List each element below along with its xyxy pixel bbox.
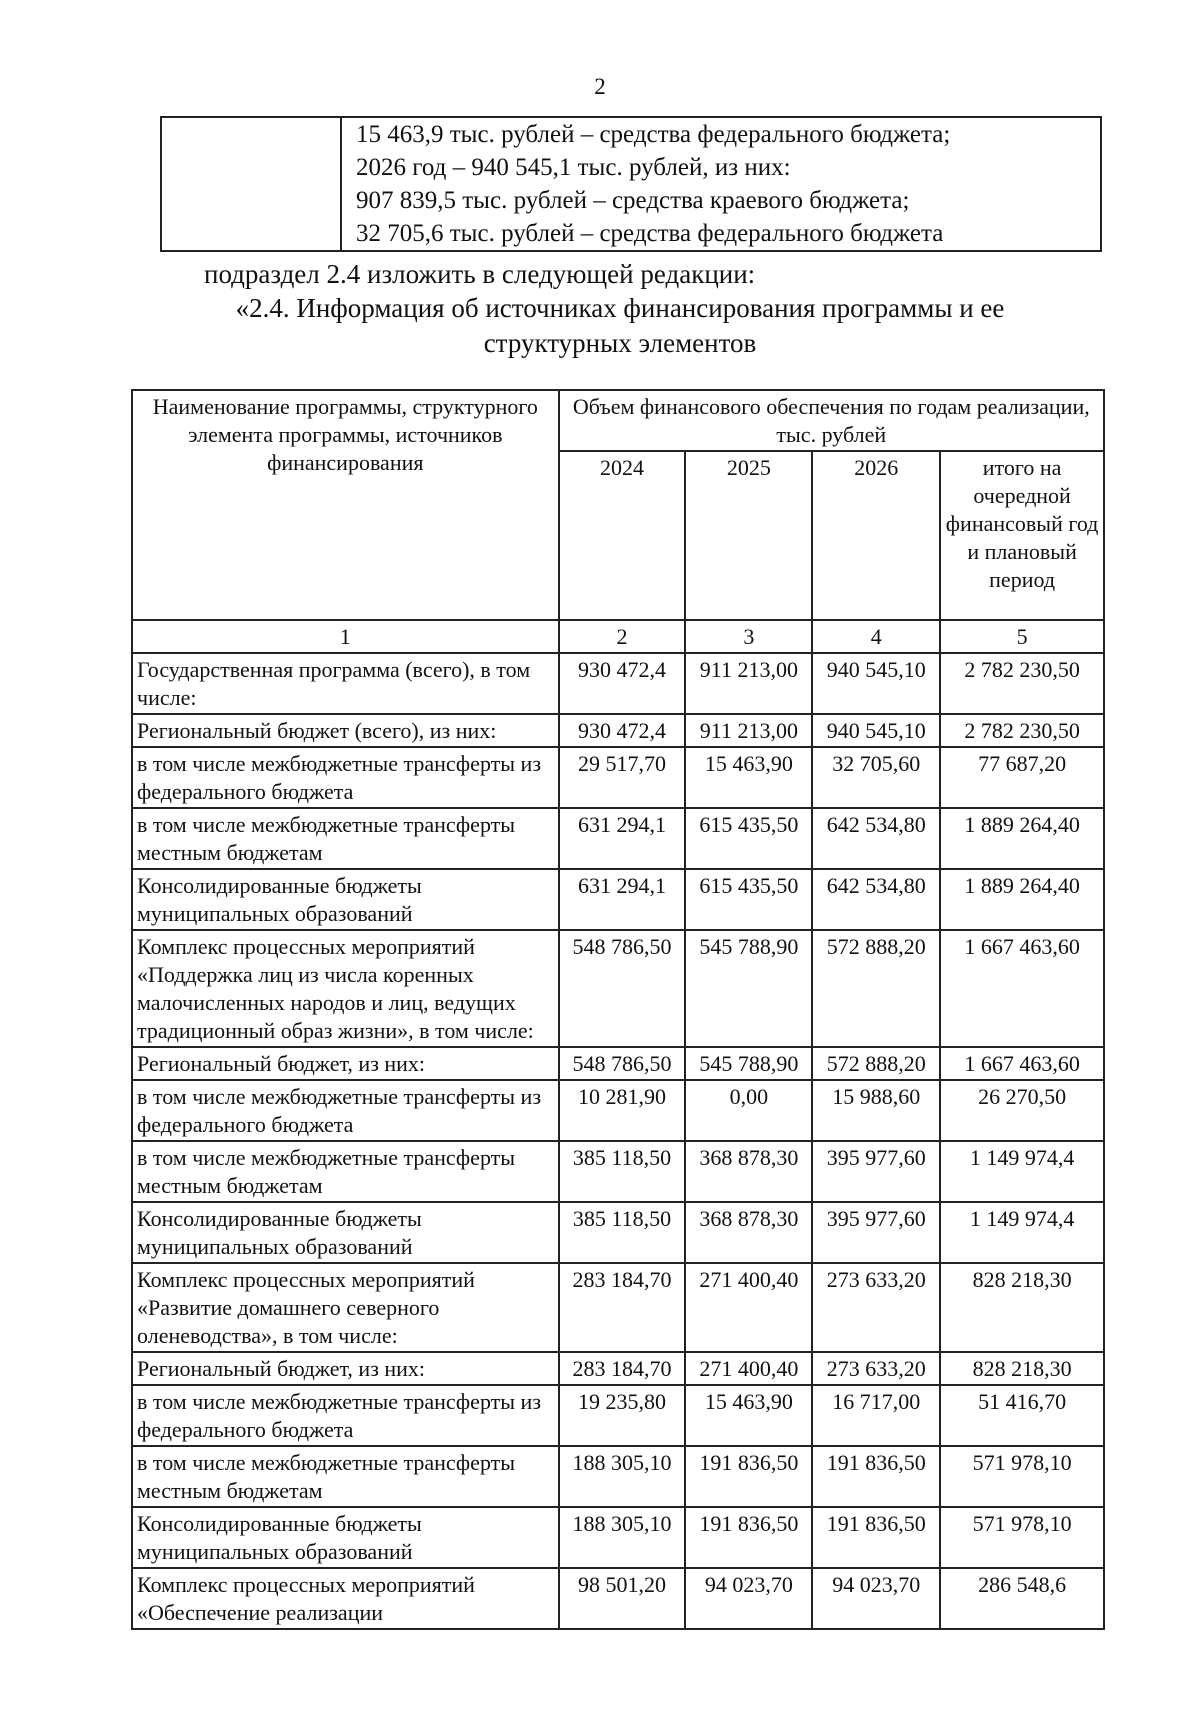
row-value-v2025: 368 878,30 xyxy=(685,1141,812,1202)
continuation-table xyxy=(160,116,1102,252)
row-value-total: 1 149 974,4 xyxy=(940,1202,1104,1263)
continuation-line: 15 463,9 тыс. рублей – средства федерального бюджета; xyxy=(356,121,951,148)
row-value-v2025: 368 878,30 xyxy=(685,1202,812,1263)
row-value-v2024: 283 184,70 xyxy=(559,1263,686,1352)
continuation-empty-cell xyxy=(161,117,341,251)
row-value-v2024: 19 235,80 xyxy=(559,1385,686,1446)
table-row xyxy=(132,1446,1104,1507)
row-value-v2025: 15 463,90 xyxy=(685,747,812,808)
row-value-v2026: 572 888,20 xyxy=(812,1047,940,1080)
section-heading-line2: структурных элементов xyxy=(483,328,757,358)
row-value-v2026: 273 633,20 xyxy=(812,1263,940,1352)
header-year-2026: 2026 xyxy=(812,451,940,620)
header-row xyxy=(132,390,1104,451)
row-name-cell: в том числе межбюджетные трансферты из федерального бюджета xyxy=(132,1385,559,1446)
row-value-total: 1 889 264,40 xyxy=(940,869,1104,930)
row-value-v2024: 930 472,4 xyxy=(559,653,686,714)
continuation-line: 907 839,5 тыс. рублей – средства краевого бюджета; xyxy=(356,187,910,214)
row-value-v2025: 94 023,70 xyxy=(685,1568,812,1629)
table-row xyxy=(132,1507,1104,1568)
row-value-v2026: 395 977,60 xyxy=(812,1141,940,1202)
row-value-v2026: 191 836,50 xyxy=(812,1507,940,1568)
row-value-v2026: 15 988,60 xyxy=(812,1080,940,1141)
row-value-v2025: 191 836,50 xyxy=(685,1507,812,1568)
row-value-total: 571 978,10 xyxy=(940,1446,1104,1507)
continuation-line: 32 705,6 тыс. рублей – средства федерального бюджета xyxy=(356,220,944,247)
header-year-2024: 2024 xyxy=(559,451,686,620)
row-name-cell: Консолидированные бюджеты муниципальных образований xyxy=(132,869,559,930)
row-value-v2025: 545 788,90 xyxy=(685,1047,812,1080)
row-value-v2024: 385 118,50 xyxy=(559,1141,686,1202)
continuation-line: 2026 год – 940 545,1 тыс. рублей, из них: xyxy=(356,154,791,181)
row-value-total: 1 667 463,60 xyxy=(940,1047,1104,1080)
row-value-total: 286 548,6 xyxy=(940,1568,1104,1629)
row-value-total: 26 270,50 xyxy=(940,1080,1104,1141)
row-value-v2024: 548 786,50 xyxy=(559,930,686,1047)
row-value-v2024: 385 118,50 xyxy=(559,1202,686,1263)
row-value-v2026: 273 633,20 xyxy=(812,1352,940,1385)
row-name-cell: в том числе межбюджетные трансферты из федерального бюджета xyxy=(132,747,559,808)
table-row xyxy=(132,1352,1104,1385)
table-row xyxy=(132,1263,1104,1352)
row-name-cell: Комплекс процессных мероприятий «Развитие домашнего северного оленеводства», в том числе: xyxy=(132,1263,559,1352)
row-name-cell: в том числе межбюджетные трансферты местным бюджетам xyxy=(132,808,559,869)
row-value-v2026: 395 977,60 xyxy=(812,1202,940,1263)
row-value-total: 828 218,30 xyxy=(940,1352,1104,1385)
table-row xyxy=(132,714,1104,747)
row-name-cell: Комплекс процессных мероприятий «Поддержка лиц из числа коренных малочисленных народов и лиц, ведущих традиционный образ жизни», в том числе: xyxy=(132,930,559,1047)
row-value-v2026: 572 888,20 xyxy=(812,930,940,1047)
financing-table xyxy=(131,389,1105,1630)
table-row xyxy=(132,869,1104,930)
row-name-cell: Комплекс процессных мероприятий «Обеспечение реализации xyxy=(132,1568,559,1629)
row-name-cell: Консолидированные бюджеты муниципальных образований xyxy=(132,1507,559,1568)
row-value-v2025: 271 400,40 xyxy=(685,1263,812,1352)
header-name-cell: Наименование программы, структурного элемента программы, источников финансирования xyxy=(132,390,559,620)
row-value-total: 828 218,30 xyxy=(940,1263,1104,1352)
row-name-cell: Государственная программа (всего), в том числе: xyxy=(132,653,559,714)
row-value-v2025: 271 400,40 xyxy=(685,1352,812,1385)
row-value-v2025: 191 836,50 xyxy=(685,1446,812,1507)
header-total: итого на очередной финансовый год и плановый период xyxy=(940,451,1104,620)
row-value-total: 2 782 230,50 xyxy=(940,714,1104,747)
row-name-cell: Региональный бюджет (всего), из них: xyxy=(132,714,559,747)
row-name-cell: Консолидированные бюджеты муниципальных образований xyxy=(132,1202,559,1263)
row-value-v2025: 545 788,90 xyxy=(685,930,812,1047)
row-value-v2025: 615 435,50 xyxy=(685,808,812,869)
table-row xyxy=(132,1202,1104,1263)
table-row xyxy=(132,1385,1104,1446)
column-number: 5 xyxy=(940,620,1104,653)
table-row xyxy=(132,1141,1104,1202)
row-value-v2025: 911 213,00 xyxy=(685,653,812,714)
table-row xyxy=(132,808,1104,869)
row-value-v2024: 29 517,70 xyxy=(559,747,686,808)
row-value-v2024: 631 294,1 xyxy=(559,869,686,930)
page-number: 2 xyxy=(594,74,606,99)
row-value-total: 1 149 974,4 xyxy=(940,1141,1104,1202)
row-value-v2026: 642 534,80 xyxy=(812,808,940,869)
section-heading xyxy=(200,291,1040,361)
column-number: 2 xyxy=(559,620,686,653)
row-value-v2026: 642 534,80 xyxy=(812,869,940,930)
table-row xyxy=(132,747,1104,808)
intro-text: подраздел 2.4 изложить в следующей редакции: xyxy=(204,259,756,289)
row-value-total: 2 782 230,50 xyxy=(940,653,1104,714)
row-value-total: 77 687,20 xyxy=(940,747,1104,808)
row-value-v2026: 94 023,70 xyxy=(812,1568,940,1629)
table-row xyxy=(132,930,1104,1047)
row-name-cell: Региональный бюджет, из них: xyxy=(132,1047,559,1080)
row-value-v2026: 940 545,10 xyxy=(812,714,940,747)
row-name-cell: в том числе межбюджетные трансферты местным бюджетам xyxy=(132,1446,559,1507)
header-volume-cell: Объем финансового обеспечения по годам реализации, тыс. рублей xyxy=(559,390,1104,451)
row-value-total: 1 667 463,60 xyxy=(940,930,1104,1047)
row-value-v2026: 16 717,00 xyxy=(812,1385,940,1446)
row-value-v2024: 188 305,10 xyxy=(559,1446,686,1507)
row-name-cell: Региональный бюджет, из них: xyxy=(132,1352,559,1385)
column-number: 1 xyxy=(132,620,559,653)
header-year-2025: 2025 xyxy=(685,451,812,620)
table-row xyxy=(132,1047,1104,1080)
row-value-v2025: 615 435,50 xyxy=(685,869,812,930)
row-name-cell: в том числе межбюджетные трансферты из федерального бюджета xyxy=(132,1080,559,1141)
row-value-v2026: 32 705,60 xyxy=(812,747,940,808)
row-value-total: 571 978,10 xyxy=(940,1507,1104,1568)
row-value-v2025: 15 463,90 xyxy=(685,1385,812,1446)
row-value-v2026: 940 545,10 xyxy=(812,653,940,714)
column-number: 4 xyxy=(812,620,940,653)
table-row xyxy=(132,1080,1104,1141)
table-row xyxy=(132,653,1104,714)
continuation-text-cell xyxy=(341,117,1101,251)
row-value-v2025: 911 213,00 xyxy=(685,714,812,747)
section-heading-line1: «2.4. Информация об источниках финансирования программы и ее xyxy=(235,293,1005,323)
column-number-row xyxy=(132,620,1104,653)
row-value-total: 51 416,70 xyxy=(940,1385,1104,1446)
row-value-v2024: 98 501,20 xyxy=(559,1568,686,1629)
row-value-v2024: 10 281,90 xyxy=(559,1080,686,1141)
row-value-v2024: 631 294,1 xyxy=(559,808,686,869)
row-value-v2026: 191 836,50 xyxy=(812,1446,940,1507)
row-name-cell: в том числе межбюджетные трансферты местным бюджетам xyxy=(132,1141,559,1202)
row-value-v2024: 283 184,70 xyxy=(559,1352,686,1385)
row-value-total: 1 889 264,40 xyxy=(940,808,1104,869)
row-value-v2024: 188 305,10 xyxy=(559,1507,686,1568)
row-value-v2025: 0,00 xyxy=(685,1080,812,1141)
row-value-v2024: 548 786,50 xyxy=(559,1047,686,1080)
column-number: 3 xyxy=(685,620,812,653)
table-row xyxy=(132,1568,1104,1629)
row-value-v2024: 930 472,4 xyxy=(559,714,686,747)
